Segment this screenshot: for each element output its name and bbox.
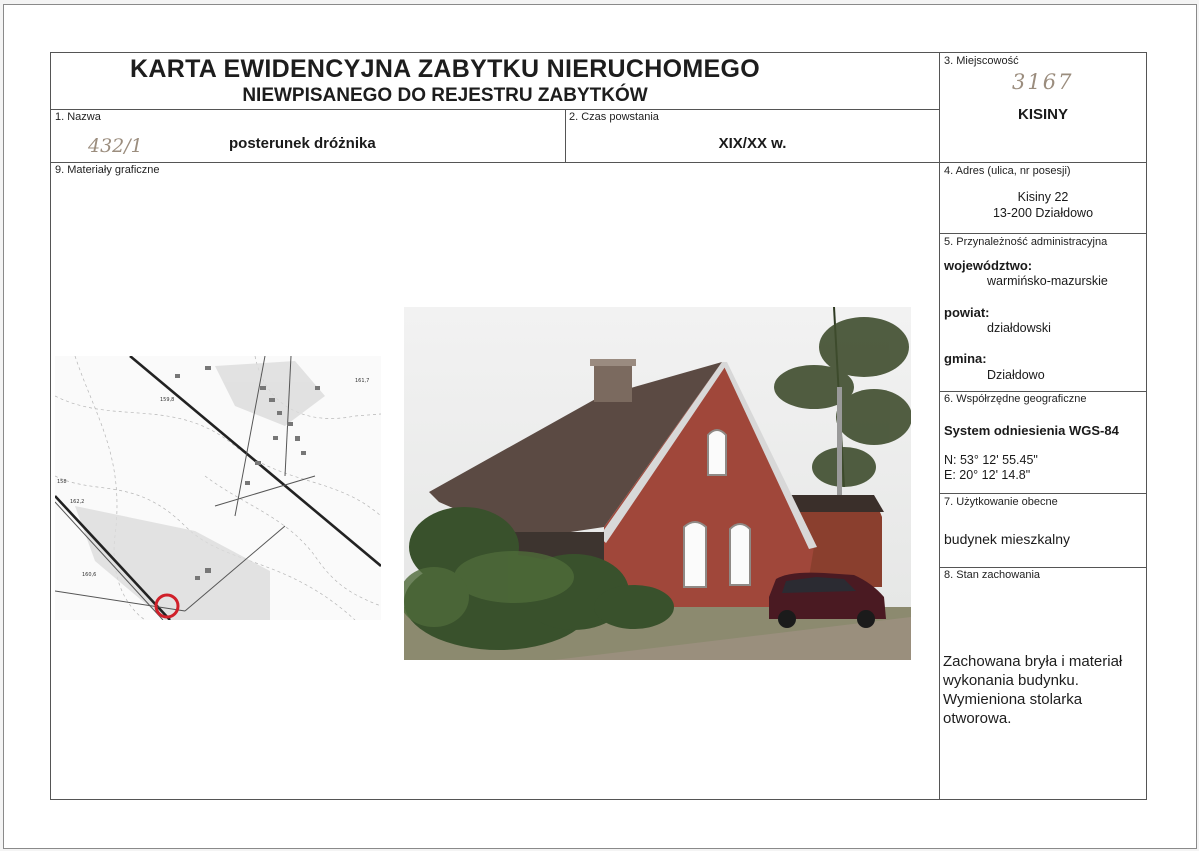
card-subtitle: NIEWPISANEGO DO REJESTRU ZABYTKÓW xyxy=(242,85,648,106)
object-name: posterunek dróżnika xyxy=(229,135,376,152)
building-photo xyxy=(404,307,911,660)
coords-north: N: 53° 12' 55.45" xyxy=(944,453,1038,467)
photo-drawing xyxy=(404,307,911,660)
county-label: powiat: xyxy=(944,305,990,320)
location-map xyxy=(55,356,381,620)
coords-label: 6. Współrzędne geograficzne xyxy=(944,393,1087,405)
usage-value: budynek mieszkalny xyxy=(944,531,1071,547)
locality-value: KISINY xyxy=(1017,106,1068,123)
date-value: XIX/XX w. xyxy=(718,135,787,152)
map-label: 161,7 xyxy=(355,378,370,384)
date-label: 2. Czas powstania xyxy=(569,111,659,123)
county-value: działdowski xyxy=(987,321,1051,335)
map-label: 158 xyxy=(57,479,67,485)
usage-label: 7. Użytkowanie obecne xyxy=(944,496,1058,508)
commune-label: gmina: xyxy=(944,351,987,366)
address-line2: 13-200 Działdowo xyxy=(992,206,1094,220)
condition-value: Zachowana bryła i materiał wykonania budynku. Wymieniona stolarka otworowa. xyxy=(943,653,1123,727)
address-line1: Kisiny 22 xyxy=(1017,190,1069,204)
voivodeship-value: warmińsko-mazurskie xyxy=(987,274,1108,288)
inventory-number: 432/1 xyxy=(88,135,143,157)
map-label: 162,2 xyxy=(70,499,85,505)
map-label: 160,6 xyxy=(82,572,97,578)
coords-system: System odniesienia WGS-84 xyxy=(944,423,1119,438)
card-title: KARTA EWIDENCYJNA ZABYTKU NIERUCHOMEGO xyxy=(130,55,760,83)
coords-east: E: 20° 12' 14.8" xyxy=(944,468,1031,482)
condition-label: 8. Stan zachowania xyxy=(944,569,1041,581)
commune-value: Działdowo xyxy=(987,368,1045,382)
name-label: 1. Nazwa xyxy=(55,111,101,123)
admin-label: 5. Przynależność administracyjna xyxy=(944,236,1108,248)
map-label: 159,8 xyxy=(160,397,175,403)
map-drawing xyxy=(55,356,381,620)
locality-label: 3. Miejscowość xyxy=(944,55,1019,67)
card-number: 3167 xyxy=(1012,70,1074,94)
graphics-label: 9. Materiały graficzne xyxy=(55,164,160,176)
voivodeship-label: województwo: xyxy=(944,258,1033,273)
address-label: 4. Adres (ulica, nr posesji) xyxy=(944,165,1071,177)
